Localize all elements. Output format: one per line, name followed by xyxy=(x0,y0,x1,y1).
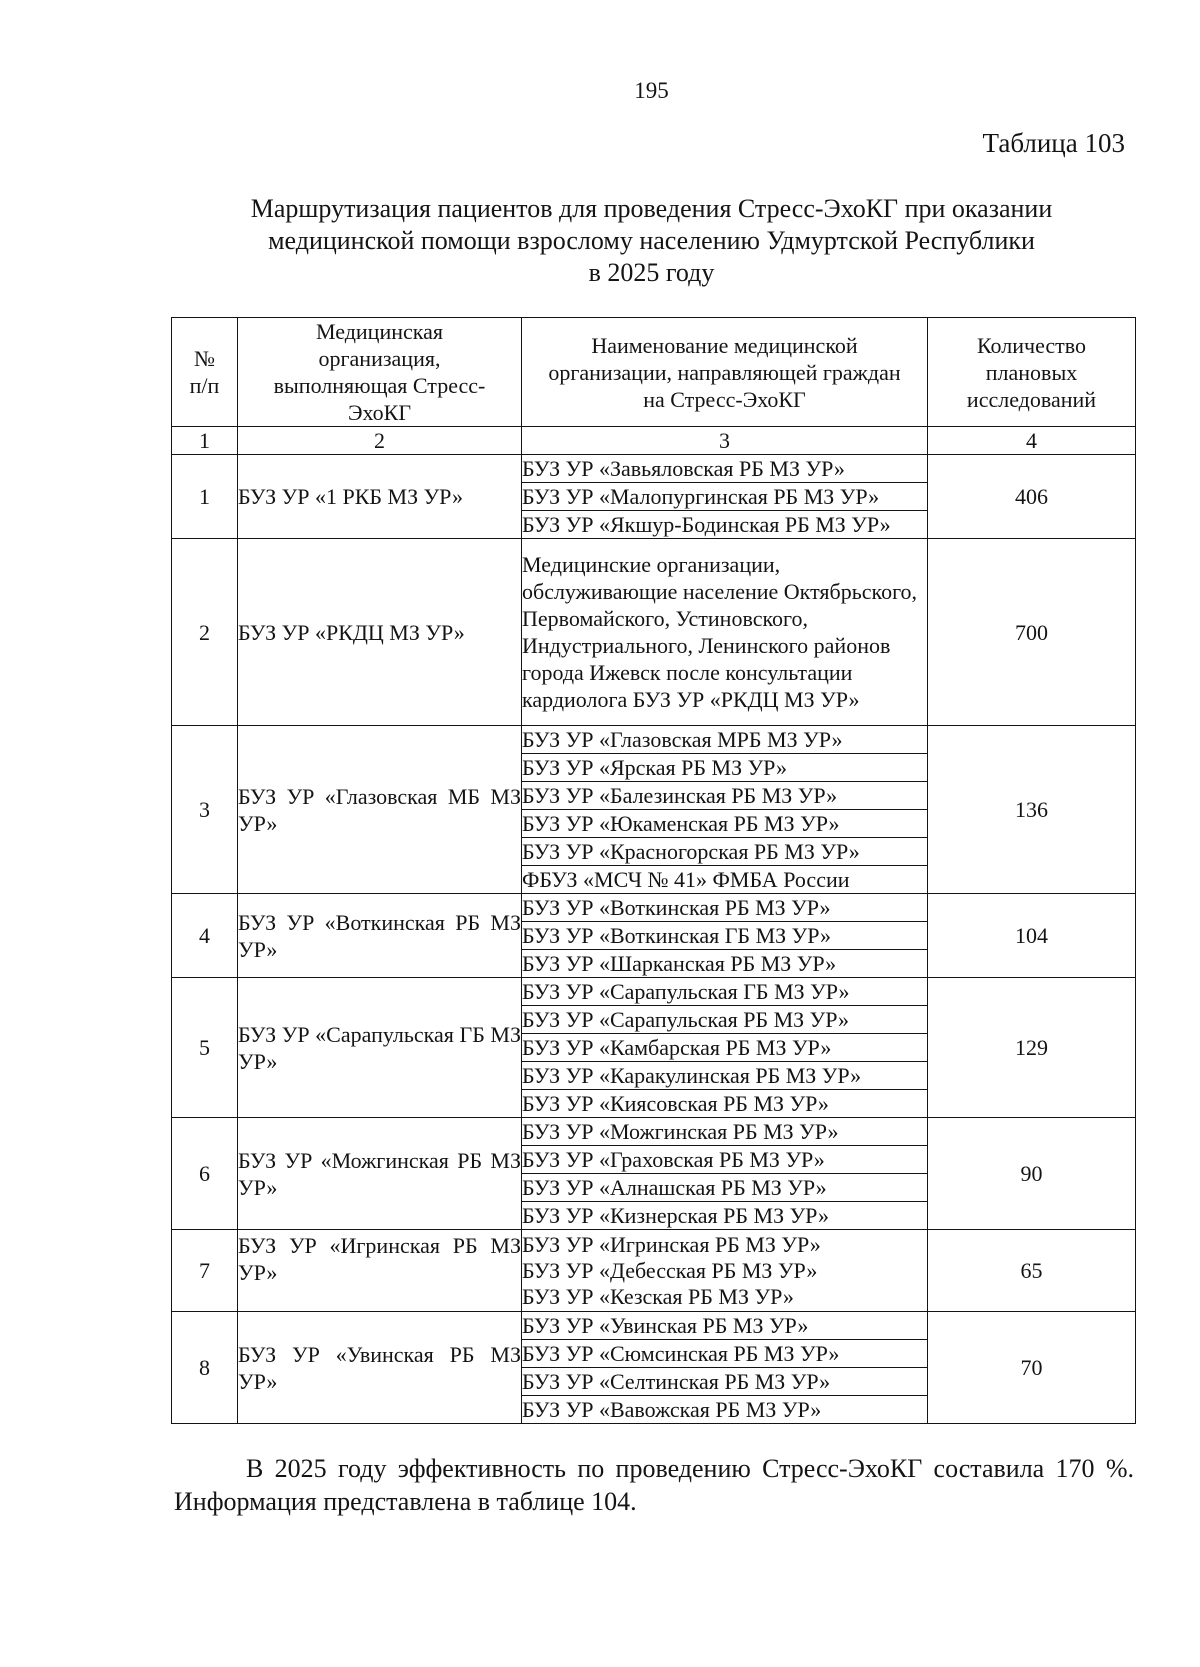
table-title xyxy=(170,193,1133,289)
referrer-org: БУЗ УР «Шарканская РБ МЗ УР» xyxy=(522,950,928,978)
table-row xyxy=(172,1230,1136,1312)
planned-count: 129 xyxy=(928,978,1136,1118)
referrer-org: БУЗ УР «Можгинская РБ МЗ УР» xyxy=(522,1118,928,1146)
table-row xyxy=(172,978,1136,1006)
referrer-org: БУЗ УР «Воткинская ГБ МЗ УР» xyxy=(522,922,928,950)
performer-org: БУЗ УР «Увинская РБ МЗ УР» xyxy=(238,1312,522,1424)
referrer-org: БУЗ УР «Кизнерская РБ МЗ УР» xyxy=(522,1202,928,1230)
referrer-org: БУЗ УР «Балезинская РБ МЗ УР» xyxy=(522,782,928,810)
referrer-org: БУЗ УР «Сарапульская ГБ МЗ УР» xyxy=(522,978,928,1006)
row-number: 5 xyxy=(172,978,238,1118)
performer-org: БУЗ УР «Можгинская РБ МЗ УР» xyxy=(238,1118,522,1230)
table-row xyxy=(172,455,1136,483)
referrer-org: БУЗ УР «Увинская РБ МЗ УР» xyxy=(522,1312,928,1340)
referrer-org: Медицинские организации, обслуживающие население Октябрьского, Первомайского, Устиновского, Индустриального, Ленинского районов города Ижевск после консультации кардиолога БУЗ УР «РКДЦ МЗ УР» xyxy=(522,539,928,726)
row-number: 6 xyxy=(172,1118,238,1230)
title-line: медицинской помощи взрослому населению Удмуртской Республики xyxy=(268,226,1035,255)
referrer-org: БУЗ УР «Юкаменская РБ МЗ УР» xyxy=(522,810,928,838)
referrer-org: БУЗ УР «Каракулинская РБ МЗ УР» xyxy=(522,1062,928,1090)
referrer-org: БУЗ УР «Красногорская РБ МЗ УР» xyxy=(522,838,928,866)
title-line: в 2025 году xyxy=(588,258,715,287)
planned-count: 406 xyxy=(928,455,1136,539)
row-number: 2 xyxy=(172,539,238,726)
referrer-org: БУЗ УР «Киясовская РБ МЗ УР» xyxy=(522,1090,928,1118)
performer-org: БУЗ УР «Игринская РБ МЗ УР» xyxy=(238,1230,522,1312)
performer-org: БУЗ УР «Глазовская МБ МЗ УР» xyxy=(238,726,522,894)
referrer-org: БУЗ УР «Алнашская РБ МЗ УР» xyxy=(522,1174,928,1202)
referrer-org: БУЗ УР «Дебесская РБ МЗ УР» xyxy=(522,1257,818,1283)
planned-count: 104 xyxy=(928,894,1136,978)
row-number: 1 xyxy=(172,455,238,539)
referrer-org: БУЗ УР «Камбарская РБ МЗ УР» xyxy=(522,1034,928,1062)
referrer-org: БУЗ УР «Ярская РБ МЗ УР» xyxy=(522,754,928,782)
table-row xyxy=(172,726,1136,754)
table-row xyxy=(172,1118,1136,1146)
referrer-org: БУЗ УР «Сарапульская РБ МЗ УР» xyxy=(522,1006,928,1034)
column-number-row xyxy=(172,427,1136,455)
referrer-org: БУЗ УР «Завьяловская РБ МЗ УР» xyxy=(522,455,928,483)
page-number: 195 xyxy=(634,78,669,103)
performer-org: БУЗ УР «Воткинская РБ МЗ УР» xyxy=(238,894,522,978)
referrer-org: БУЗ УР «Селтинская РБ МЗ УР» xyxy=(522,1368,928,1396)
planned-count: 90 xyxy=(928,1118,1136,1230)
row-number: 3 xyxy=(172,726,238,894)
header-count: Количество плановых исследований xyxy=(928,318,1136,427)
column-number: 4 xyxy=(928,427,1136,455)
performer-org: БУЗ УР «РКДЦ МЗ УР» xyxy=(238,539,522,726)
table-row xyxy=(172,1312,1136,1340)
referrer-list xyxy=(522,1230,928,1312)
planned-count: 65 xyxy=(928,1230,1136,1312)
planned-count: 70 xyxy=(928,1312,1136,1424)
title-line: Маршрутизация пациентов для проведения Стресс-ЭхоКГ при оказании xyxy=(250,194,1053,223)
row-number: 4 xyxy=(172,894,238,978)
column-number: 2 xyxy=(238,427,522,455)
performer-org: БУЗ УР «1 РКБ МЗ УР» xyxy=(238,455,522,539)
referrer-org: БУЗ УР «Вавожская РБ МЗ УР» xyxy=(522,1396,928,1424)
header-performer: Медицинская организация, выполняющая Стресс- ЭхоКГ xyxy=(238,318,522,427)
referrer-org: БУЗ УР «Игринская РБ МЗ УР» xyxy=(522,1231,821,1257)
planned-count: 700 xyxy=(928,539,1136,726)
referrer-org: БУЗ УР «Сюмсинская РБ МЗ УР» xyxy=(522,1340,928,1368)
column-number: 1 xyxy=(172,427,238,455)
row-number: 7 xyxy=(172,1230,238,1312)
routing-table xyxy=(171,317,1136,1424)
header-row xyxy=(172,318,1136,427)
header-num: № п/п xyxy=(172,318,238,427)
referrer-org: БУЗ УР «Малопургинская РБ МЗ УР» xyxy=(522,483,928,511)
referrer-org: БУЗ УР «Граховская РБ МЗ УР» xyxy=(522,1146,928,1174)
referrer-org: БУЗ УР «Воткинская РБ МЗ УР» xyxy=(522,894,928,922)
referrer-org: ФБУЗ «МСЧ № 41» ФМБА России xyxy=(522,866,928,894)
summary-paragraph: В 2025 году эффективность по проведению Стресс-ЭхоКГ составила 170 %. Информация представлена в таблице 104. xyxy=(174,1454,1134,1516)
referrer-org: БУЗ УР «Глазовская МРБ МЗ УР» xyxy=(522,726,928,754)
performer-org: БУЗ УР «Сарапульская ГБ МЗ УР» xyxy=(238,978,522,1118)
referrer-org: БУЗ УР «Якшур-Бодинская РБ МЗ УР» xyxy=(522,511,928,539)
row-number: 8 xyxy=(172,1312,238,1424)
header-referrer: Наименование медицинской организации, направляющей граждан на Стресс-ЭхоКГ xyxy=(522,318,928,427)
referrer-org: БУЗ УР «Кезская РБ МЗ УР» xyxy=(522,1283,794,1309)
table-label: Таблица 103 xyxy=(982,128,1125,158)
table-row xyxy=(172,894,1136,922)
planned-count: 136 xyxy=(928,726,1136,894)
column-number: 3 xyxy=(522,427,928,455)
table-row xyxy=(172,539,1136,726)
